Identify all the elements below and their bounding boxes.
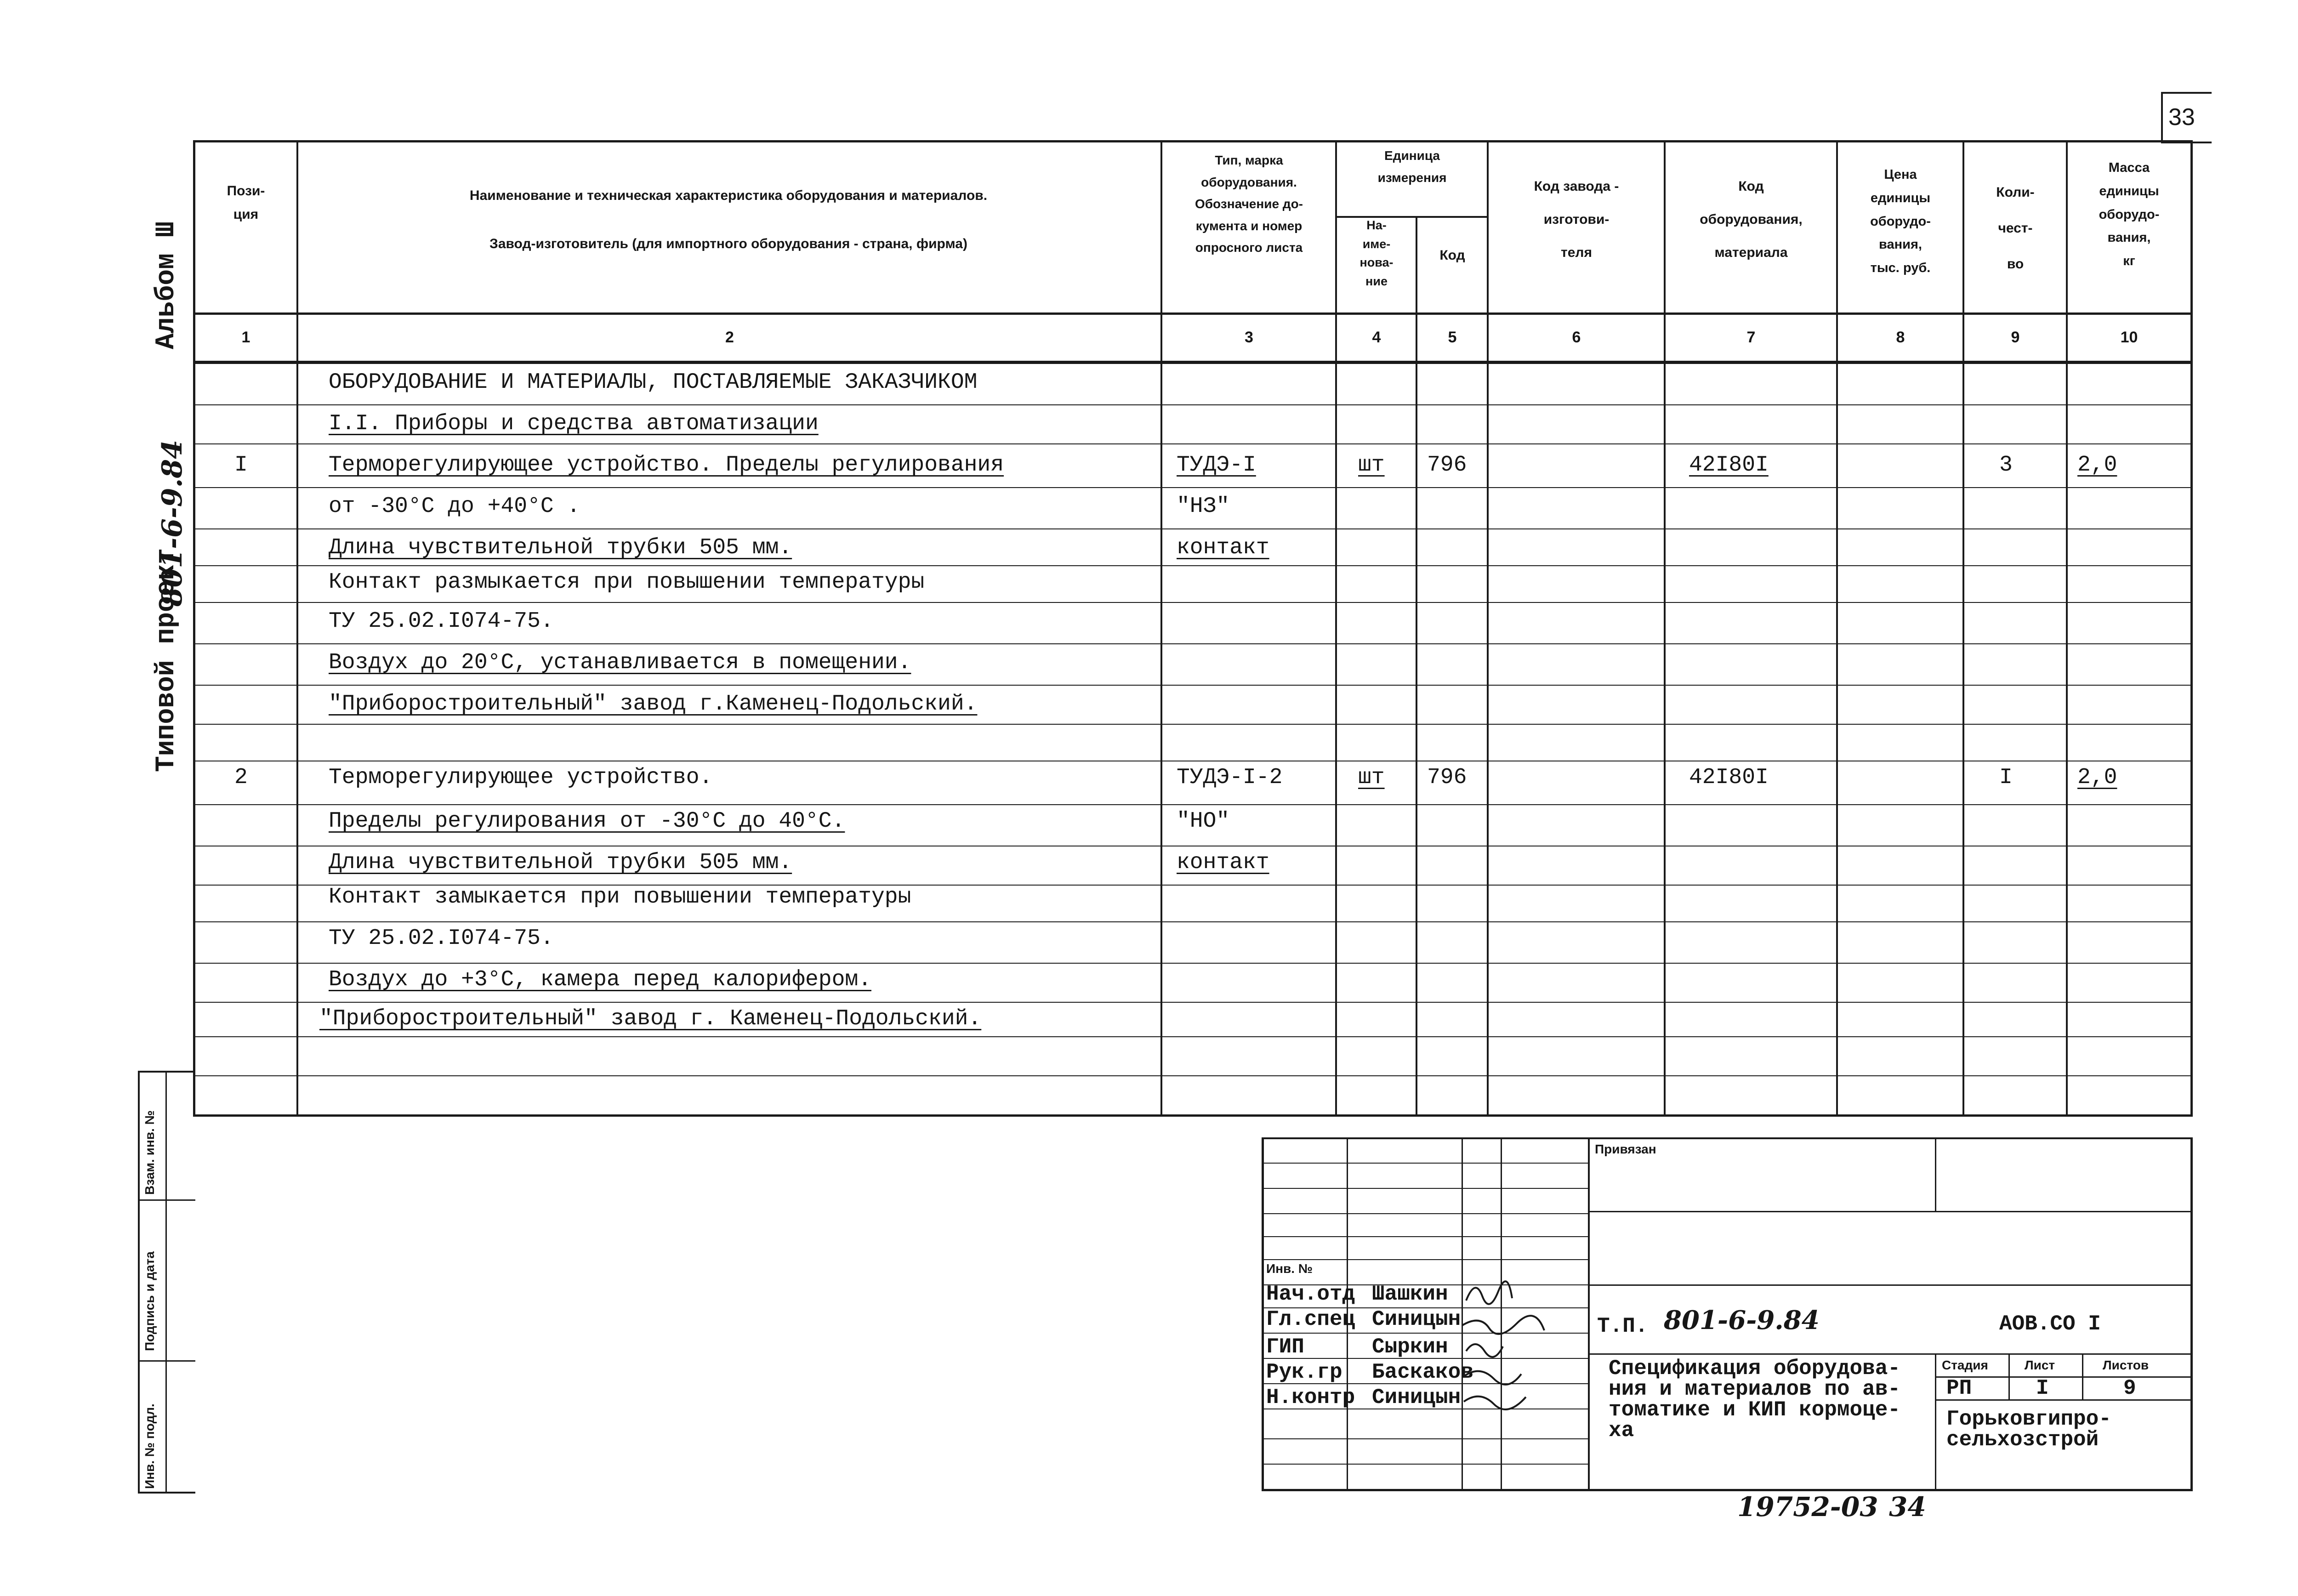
- header-equip-code: Код оборудования, материала: [1700, 179, 1803, 260]
- sheet-value: I: [2036, 1376, 2049, 1400]
- doc-title-line: ния и материалов по ав-: [1609, 1377, 1900, 1401]
- title-block-top: [1262, 1137, 2192, 1139]
- side-label-project-code: 801-6-9.84: [156, 440, 188, 607]
- item1-line: ТУ 25.02.I074-75.: [329, 609, 554, 634]
- row-line: [193, 643, 2192, 644]
- title-block-row: [1588, 1284, 2192, 1286]
- item1-line: от -30°С до +40°С .: [329, 494, 580, 519]
- item1-unit: шт: [1358, 453, 1385, 477]
- item1-type: ТУДЭ-I: [1177, 453, 1256, 477]
- item2-line: Воздух до +3°С, камера перед калорифером.: [329, 967, 871, 992]
- left-stamp-left: [138, 1071, 140, 1494]
- left-stamp-bottom: [138, 1492, 195, 1494]
- row-line: [193, 565, 2192, 566]
- row-line: [193, 602, 2192, 603]
- left-stamp-div: [138, 1199, 195, 1201]
- item2-type: ТУДЭ-I-2: [1177, 765, 1283, 790]
- col-number: 5: [1448, 329, 1457, 346]
- col-line-6: [1664, 140, 1666, 1114]
- header-mass: Масса единицы оборудо- вания, кг: [2099, 160, 2160, 268]
- side-label-project: Типовой проект: [152, 548, 182, 772]
- title-block-row: [1262, 1188, 1588, 1189]
- header-maker-code: Код завода - изготови- теля: [1534, 179, 1619, 260]
- header-unit-name: На- име- нова- ние: [1359, 218, 1394, 288]
- col-line-4: [1416, 216, 1417, 1114]
- col-line-2: [1160, 140, 1162, 1114]
- row-line: [193, 404, 2192, 405]
- stamp-role: ГИП: [1266, 1335, 1304, 1359]
- header-unit-code: Код: [1439, 248, 1465, 263]
- item2-position: 2: [234, 765, 248, 790]
- item1-mass: 2,0: [2077, 453, 2117, 477]
- left-stamp-inv-label: Инв. № подл.: [142, 1403, 157, 1489]
- col-number: 10: [2120, 329, 2138, 346]
- side-label-album: Альбом Ш: [152, 221, 182, 349]
- item1-line: "Приборостроительный" завод г.Каменец-Подольский.: [329, 692, 978, 716]
- header-position: Пози- ция: [227, 183, 265, 222]
- title-block-bottom: [1262, 1489, 2192, 1491]
- doc-code: АОВ.СО I: [1999, 1312, 2101, 1336]
- row-line: [193, 921, 2192, 922]
- stamp-role: Гл.спец: [1266, 1307, 1355, 1331]
- title-block-right: [2190, 1137, 2193, 1491]
- stamp-name: Шашкин: [1372, 1282, 1448, 1306]
- sheet-label: Лист: [2025, 1358, 2055, 1372]
- header-name-line1: Наименование и техническая характеристика оборудования и материалов.: [469, 188, 988, 203]
- item2-equip-code: 42I80I: [1689, 765, 1769, 790]
- item1-type: "НЗ": [1177, 494, 1230, 519]
- table-border-top: [193, 140, 2192, 142]
- left-stamp-sign-label: Подпись и дата: [142, 1251, 157, 1351]
- row-line: [193, 443, 2192, 444]
- header-price: Цена единицы оборудо- вания, тыс. руб.: [1870, 167, 1931, 275]
- stamp-role: Нач.отд: [1266, 1282, 1355, 1306]
- doc-title-line: Спецификация оборудова-: [1609, 1357, 1900, 1380]
- title-block-row: [1262, 1163, 1588, 1164]
- title-block-row: [1588, 1353, 2192, 1355]
- item2-line: "Приборостроительный" завод г. Каменец-Подольский.: [319, 1006, 982, 1031]
- footer-page: 34: [1889, 1491, 1926, 1522]
- item1-type: контакт: [1177, 535, 1269, 560]
- stamp-name: Сыркин: [1372, 1335, 1448, 1359]
- stage-value: РП: [1946, 1376, 1972, 1400]
- item1-line: Контакт размыкается при повышении температуры: [329, 570, 925, 595]
- left-stamp-div: [138, 1360, 195, 1362]
- stage-label: Стадия: [1942, 1358, 1988, 1372]
- header-qty: Коли- чест- во: [1996, 185, 2035, 272]
- org-line: сельхозстрой: [1946, 1428, 2099, 1452]
- col-number: 7: [1746, 329, 1756, 346]
- stamp-name: Баскаков: [1372, 1360, 1473, 1384]
- item2-line: Терморегулирующее устройство.: [329, 765, 713, 790]
- col-number: 4: [1372, 329, 1381, 346]
- title-block-row: [1935, 1376, 2192, 1378]
- col-number: 6: [1572, 329, 1581, 346]
- col-line-1: [296, 140, 298, 1114]
- left-stamp-replace-label: Взам. инв. №: [142, 1110, 157, 1195]
- item1-line: Воздух до 20°С, устанавливается в помещении.: [329, 650, 911, 675]
- inv-label: Инв. №: [1266, 1261, 1313, 1276]
- title-block-row: [1935, 1399, 2192, 1401]
- title-block-col: [2008, 1353, 2010, 1399]
- item2-type: контакт: [1177, 850, 1269, 875]
- stamp-name: Синицын: [1372, 1307, 1461, 1331]
- item2-unit: шт: [1358, 765, 1385, 790]
- item1-unit-code: 796: [1427, 453, 1467, 477]
- item2-type: "НО": [1177, 809, 1230, 834]
- title-block-row: [1262, 1213, 1588, 1214]
- doc-number: 801-6-9.84: [1664, 1305, 1820, 1335]
- row-line: [193, 804, 2192, 805]
- doc-title-line: ха: [1609, 1419, 1634, 1443]
- title-block-row: [1588, 1211, 2192, 1212]
- title-block-row: [1262, 1259, 1588, 1260]
- item1-line: Терморегулирующее устройство. Пределы регулирования: [329, 453, 1004, 477]
- stamp-name: Синицын: [1372, 1386, 1461, 1409]
- col-line-5: [1487, 140, 1489, 1114]
- title-block-col: [2082, 1353, 2083, 1399]
- col-line-7: [1836, 140, 1838, 1114]
- col-number: 8: [1896, 329, 1905, 346]
- row-line: [193, 1036, 2192, 1037]
- item2-line: Длина чувствительной трубки 505 мм.: [329, 850, 792, 875]
- col-line-8: [1962, 140, 1964, 1114]
- doc-title-line: томатике и КИП кормоце-: [1609, 1398, 1900, 1422]
- item2-line: ТУ 25.02.I074-75.: [329, 926, 554, 951]
- title-block-col: [1935, 1137, 1936, 1211]
- signatures: [1462, 1273, 1563, 1411]
- number-row-divider: [193, 361, 2192, 364]
- title-block-col: [1588, 1137, 1590, 1491]
- item2-unit-code: 796: [1427, 765, 1467, 790]
- org-line: Горьковгипро-: [1946, 1407, 2111, 1431]
- col-line-9: [2066, 140, 2068, 1114]
- doc-prefix: Т.П.: [1597, 1314, 1648, 1338]
- footer-number: 19752-03: [1737, 1491, 1878, 1522]
- item1-qty: 3: [1999, 453, 2013, 477]
- tied-label: Привязан: [1595, 1142, 1656, 1156]
- item2-line: Контакт замыкается при повышении температуры: [329, 885, 911, 909]
- item1-position: I: [234, 453, 248, 477]
- row-line: [193, 685, 2192, 686]
- row-line: [193, 1002, 2192, 1003]
- table-border-right: [2190, 140, 2193, 1117]
- item1-equip-code: 42I80I: [1689, 453, 1769, 477]
- title-block-row: [1262, 1464, 1588, 1465]
- row-line: [193, 724, 2192, 725]
- title-block-row: [1262, 1438, 1588, 1439]
- header-divider: [193, 312, 2192, 315]
- subsection-title: I.I. Приборы и средства автоматизации: [329, 411, 819, 436]
- stamp-role: Н.контр: [1266, 1386, 1355, 1409]
- left-stamp-mid: [165, 1071, 167, 1494]
- col-number: 2: [725, 329, 734, 346]
- col-number: 3: [1245, 329, 1253, 346]
- page-number-box-top: [2161, 92, 2212, 94]
- item2-mass: 2,0: [2077, 765, 2117, 790]
- header-name-line2: Завод-изготовитель (для импортного оборудования - страна, фирма): [489, 236, 967, 251]
- sheets-label: Листов: [2103, 1358, 2149, 1372]
- title-block-row: [1262, 1236, 1588, 1237]
- table-bottom: [193, 1114, 2192, 1117]
- page-number: 33: [2168, 104, 2195, 131]
- header-unit: Единица измерения: [1377, 148, 1447, 185]
- col-number: 1: [241, 329, 250, 346]
- col-line-3: [1335, 140, 1337, 1114]
- col-number: 9: [2011, 329, 2020, 346]
- item2-line: Пределы регулирования от -30°С до 40°С.: [329, 809, 845, 834]
- stamp-role: Рук.гр: [1266, 1360, 1342, 1384]
- table-border-left: [193, 140, 195, 1117]
- row-line: [193, 487, 2192, 488]
- sheets-value: 9: [2123, 1376, 2136, 1400]
- header-type: Тип, марка оборудования. Обозначение до- кумента и номер опросного листа: [1195, 153, 1303, 255]
- row-line: [193, 528, 2192, 529]
- page-number-box-left: [2161, 92, 2163, 142]
- row-line: [193, 1075, 2192, 1076]
- row-line: [193, 963, 2192, 964]
- item1-line: Длина чувствительной трубки 505 мм.: [329, 535, 792, 560]
- section-title: ОБОРУДОВАНИЕ И МАТЕРИАЛЫ, ПОСТАВЛЯЕМЫЕ ЗАКАЗЧИКОМ: [329, 370, 978, 395]
- item2-qty: I: [1999, 765, 2013, 790]
- title-block-col: [1935, 1353, 1936, 1491]
